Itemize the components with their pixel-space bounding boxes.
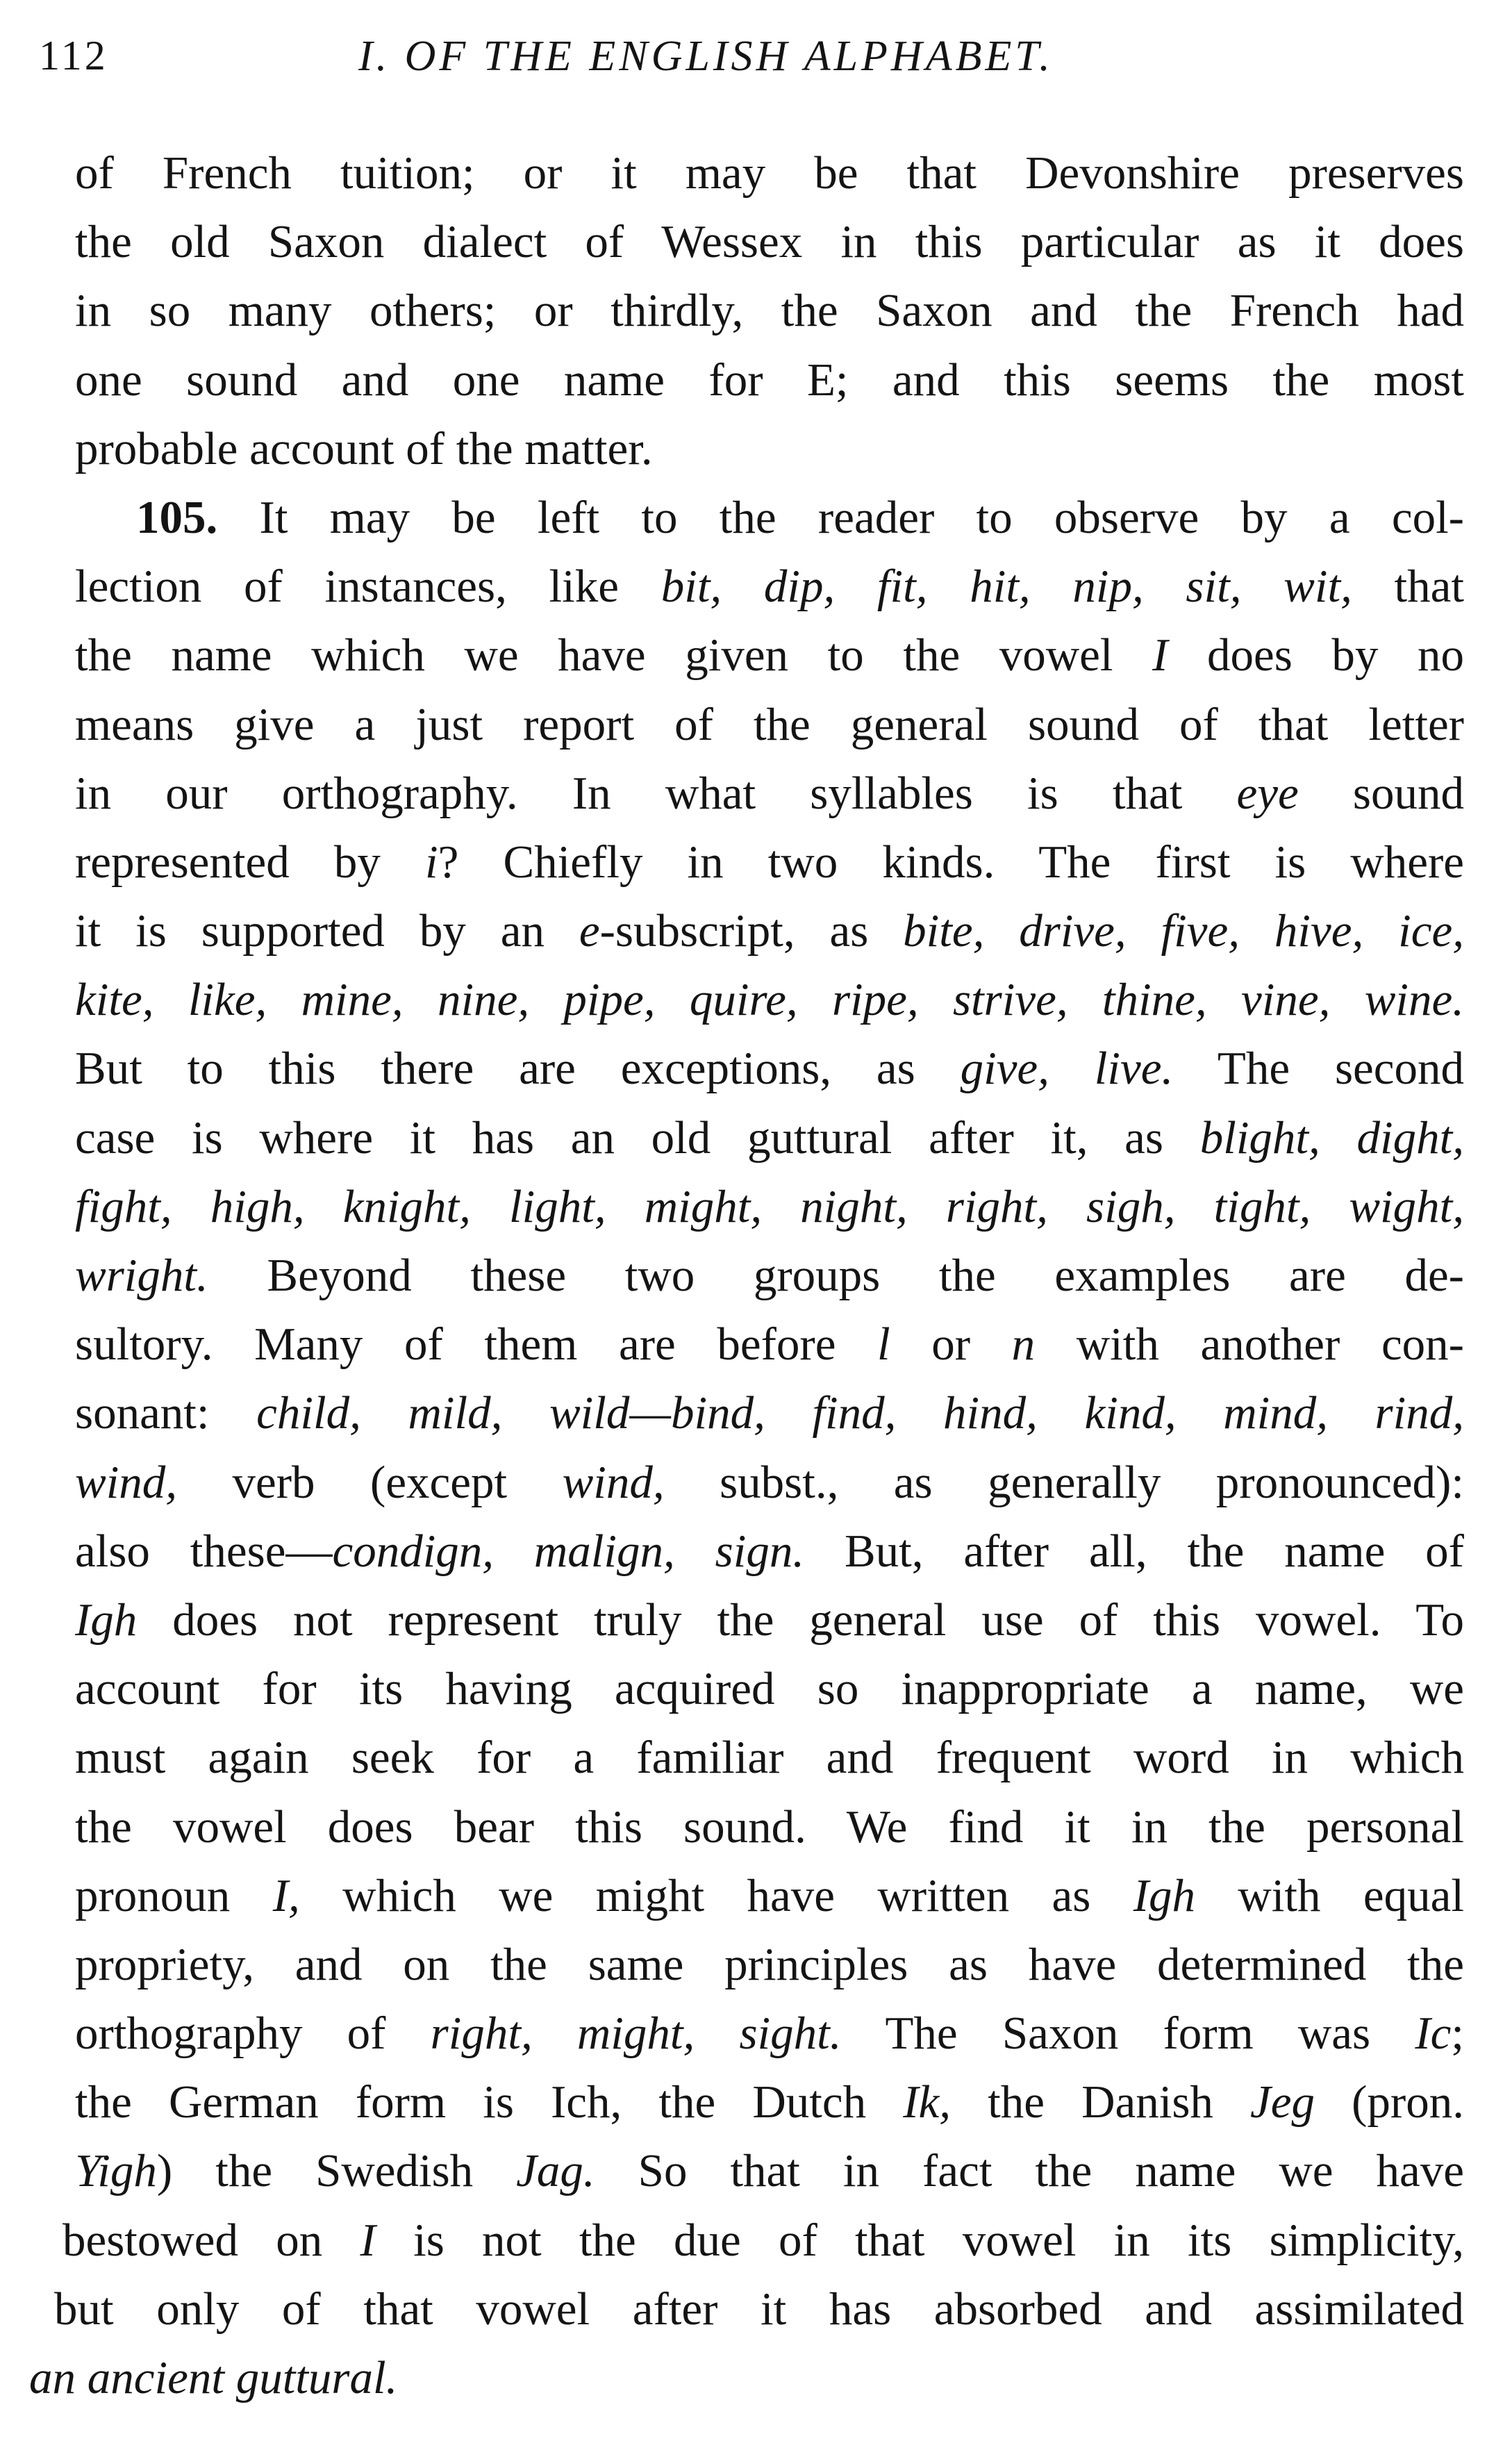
text-segment: bestowed on bbox=[63, 2214, 360, 2266]
italic-example: i bbox=[425, 836, 438, 888]
text-segment: the Danish bbox=[951, 2076, 1251, 2128]
page-header bbox=[39, 26, 1470, 103]
text-segment: that bbox=[1352, 561, 1464, 613]
text-segment: sonant: bbox=[75, 1387, 257, 1439]
italic-example: Igh bbox=[75, 1594, 138, 1646]
italic-example: l bbox=[877, 1318, 890, 1371]
italic-example: right, might, sight. bbox=[430, 2008, 842, 2060]
italic-example: blight, dight, bbox=[1199, 1111, 1464, 1164]
text-line bbox=[75, 966, 1464, 1034]
italic-example: wind, bbox=[562, 1456, 665, 1508]
text-segment: probable account of the matter. bbox=[75, 422, 653, 474]
text-segment: the German form is Ich, the Dutch bbox=[75, 2076, 904, 2128]
text-line bbox=[75, 759, 1464, 828]
text-line bbox=[75, 483, 1464, 552]
text-line bbox=[75, 1104, 1464, 1173]
page-number: 112 bbox=[39, 33, 108, 78]
text-line bbox=[75, 1793, 1464, 1862]
text-segment: must again seek for a familiar and frequent word in which bbox=[75, 1732, 1464, 1784]
text-line bbox=[75, 621, 1464, 690]
text-line bbox=[75, 276, 1464, 345]
text-segment: orthography of bbox=[75, 2008, 431, 2060]
italic-example: I, bbox=[272, 1869, 300, 1921]
text-segment: does not represent truly the general use of this vowel. To bbox=[137, 1594, 1464, 1646]
text-line bbox=[75, 346, 1464, 415]
text-segment: with equal bbox=[1195, 1869, 1464, 1921]
text-segment: pronoun bbox=[75, 1869, 273, 1921]
text-segment: is not the due of that vowel in its simplicity, bbox=[375, 2214, 1464, 2266]
text-segment: account for its having acquired so inappropriate a name, we bbox=[75, 1663, 1464, 1715]
text-segment: one sound and one name for E; and this seems the most bbox=[75, 354, 1464, 406]
text-line bbox=[75, 1586, 1464, 1655]
italic-example: fight, high, knight, light, might, night, right, sigh, tight, wight, bbox=[75, 1180, 1464, 1232]
text-line bbox=[75, 1448, 1464, 1517]
text-line bbox=[63, 2206, 1464, 2275]
italic-example: e bbox=[579, 905, 600, 957]
text-line bbox=[75, 1862, 1464, 1930]
text-segment: But, after all, the name of bbox=[804, 1525, 1464, 1577]
italic-example: kite, like, mine, nine, pipe, quire, ripe, strive, thine, vine, wine. bbox=[75, 974, 1464, 1026]
text-line bbox=[75, 1034, 1464, 1103]
text-segment: but only of that vowel after it has absorbed and assimilated bbox=[54, 2283, 1464, 2335]
text-segment: in so many others; or thirdly, the Saxon and the French had bbox=[75, 285, 1464, 337]
text-segment: lection of instances, like bbox=[75, 561, 661, 613]
italic-example: I bbox=[1152, 629, 1168, 681]
italic-example: eye bbox=[1236, 767, 1299, 819]
text-segment: The second bbox=[1173, 1043, 1464, 1095]
italic-example: Yigh bbox=[75, 2145, 157, 2197]
italic-example: give, live. bbox=[960, 1043, 1174, 1095]
italic-example: wind, bbox=[75, 1456, 178, 1508]
text-line bbox=[75, 1379, 1464, 1448]
italic-example: Ik, bbox=[903, 2076, 952, 2128]
text-line bbox=[75, 2068, 1464, 2137]
text-segment: also these— bbox=[75, 1525, 333, 1577]
italic-example: condign, malign, sign. bbox=[332, 1525, 805, 1577]
body-text bbox=[29, 139, 1464, 2413]
text-segment: case is where it has an old guttural after it, as bbox=[75, 1111, 1200, 1164]
italic-example: n bbox=[1011, 1318, 1036, 1371]
text-segment: subst., as generally pronounced): bbox=[664, 1456, 1464, 1508]
italic-example: Jeg bbox=[1250, 2076, 1315, 2128]
text-line bbox=[75, 897, 1464, 966]
text-segment: (pron. bbox=[1315, 2076, 1464, 2128]
text-segment: ? Chiefly in two kinds. The first is where bbox=[438, 836, 1464, 888]
italic-example: an ancient guttural. bbox=[29, 2352, 398, 2403]
text-segment: it is supported by an bbox=[75, 905, 579, 957]
text-segment: ; bbox=[1451, 2008, 1464, 2060]
text-line bbox=[75, 208, 1464, 276]
text-line bbox=[75, 2137, 1464, 2206]
italic-example: wright. bbox=[75, 1250, 208, 1301]
italic-example: I bbox=[360, 2214, 376, 2266]
text-segment: the name which we have given to the vowel bbox=[75, 629, 1153, 681]
text-line bbox=[75, 415, 1464, 483]
text-segment: means give a just report of the general sound of that letter bbox=[75, 698, 1464, 750]
text-segment: the vowel does bear this sound. We find it in the personal bbox=[75, 1801, 1464, 1853]
text-segment: the old Saxon dialect of Wessex in this particular as it does bbox=[75, 216, 1464, 268]
text-line bbox=[54, 2275, 1464, 2344]
italic-example: Ic bbox=[1415, 2008, 1452, 2060]
text-segment: Beyond these two groups the examples are de- bbox=[208, 1250, 1464, 1301]
text-line bbox=[75, 1723, 1464, 1792]
running-title: I. OF THE ENGLISH ALPHABET. bbox=[358, 33, 1054, 80]
text-line bbox=[75, 1930, 1464, 1999]
text-segment: propriety, and on the same principles as have determined the bbox=[75, 1938, 1464, 1990]
italic-example: Igh bbox=[1133, 1869, 1196, 1921]
text-line bbox=[75, 1999, 1464, 2068]
text-line bbox=[75, 1517, 1464, 1586]
section-number: 105. bbox=[136, 491, 218, 543]
text-line bbox=[75, 1655, 1464, 1723]
text-segment: or bbox=[890, 1318, 1012, 1371]
text-line bbox=[75, 690, 1464, 759]
text-line bbox=[29, 2344, 1464, 2413]
italic-example: bite, drive, five, hive, ice, bbox=[903, 905, 1464, 957]
text-segment: ) the Swedish bbox=[156, 2145, 517, 2197]
text-segment: verb (except bbox=[177, 1456, 563, 1508]
text-line bbox=[75, 1241, 1464, 1310]
text-segment: The Saxon form was bbox=[841, 2008, 1415, 2060]
text-segment: It may be left to the reader to observe by a col- bbox=[217, 491, 1464, 543]
text-segment: -subscript, as bbox=[599, 905, 904, 957]
italic-example: child, mild, wild—bind, find, hind, kind, mind, rind, bbox=[256, 1387, 1464, 1439]
text-line bbox=[75, 828, 1464, 897]
text-line bbox=[75, 552, 1464, 621]
text-segment: represented by bbox=[75, 836, 425, 888]
text-line bbox=[75, 1173, 1464, 1241]
text-segment: But to this there are exceptions, as bbox=[75, 1043, 961, 1095]
text-segment: does by no bbox=[1168, 629, 1464, 681]
text-segment: of French tuition; or it may be that Devonshire preserves bbox=[75, 147, 1464, 199]
text-segment: sound bbox=[1298, 767, 1464, 819]
text-line bbox=[75, 1310, 1464, 1379]
italic-example: Jag. bbox=[516, 2145, 595, 2197]
text-segment: which we might have written as bbox=[299, 1869, 1133, 1921]
text-segment: sultory. Many of them are before bbox=[75, 1318, 878, 1371]
text-segment: So that in fact the name we have bbox=[595, 2145, 1464, 2197]
text-line bbox=[75, 139, 1464, 208]
text-segment: with another con- bbox=[1035, 1318, 1464, 1371]
text-segment: in our orthography. In what syllables is that bbox=[75, 767, 1237, 819]
italic-example: bit, dip, fit, hit, nip, sit, wit, bbox=[661, 561, 1352, 613]
